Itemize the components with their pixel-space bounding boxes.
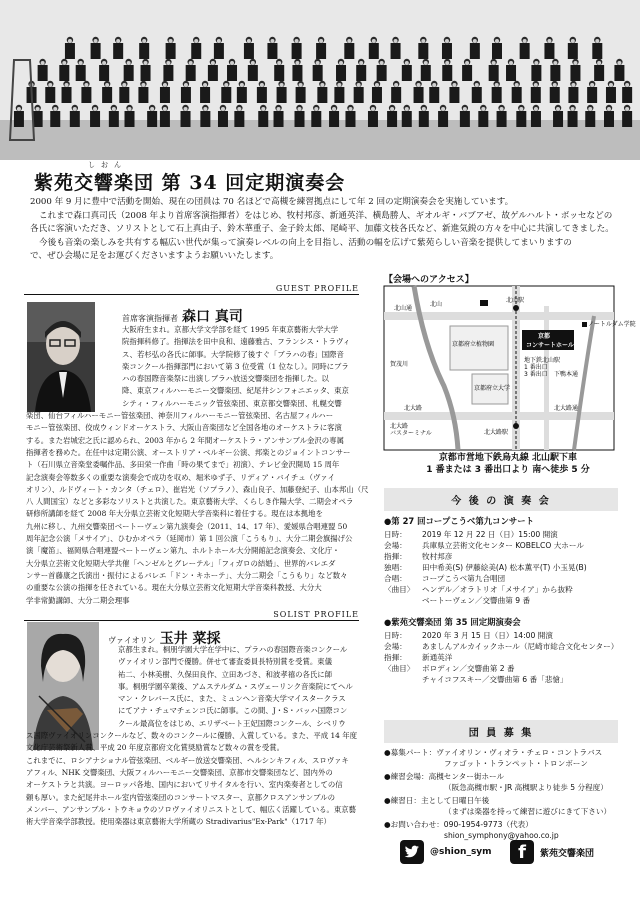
intro-text [30, 196, 620, 264]
intro-line: これまで森口真司氏（2008 年より首席客演指揮者）をはじめ、牧村邦彦、新通英洋、横島勝人、ギオルギ・バブアゼ、故ゲルハルト・ボッセなどの [39, 210, 613, 221]
directions-line: 1 番または 3 番出口より 南へ徒歩 5 分 [426, 465, 590, 475]
map-label-kitayama: 北山 [430, 301, 443, 308]
event-detail [384, 584, 618, 595]
bio-line: ト（石川県立音楽堂委嘱作品、多田栄一作曲「時の果てまで」初演）、テレビ金沢開局 15 周年 [26, 460, 340, 470]
bio-line: 研修所講師を経て 2008 年大分県立芸術文化短期大学音楽科に着任する。現在は本拠地を [26, 509, 323, 519]
orchestra-photo [0, 0, 640, 160]
bio-line: する。また岩城宏之氏に認められ、2003 年から 2 年間オーケストラ・アンサンブル金沢の専属 [26, 435, 344, 445]
map-label-kamo-river: 賀茂川 [390, 361, 409, 368]
title-ruby: しおん [88, 161, 127, 169]
bio-line: ス国際ヴァイオリンコンクールなど、数々のコンクールに優勝、入賞している。また、平成 14 年度 [26, 731, 358, 741]
bio-line: にてアナ・チュマチェンコ氏に師事。この間、J・S・バッハ国際コン [118, 706, 348, 716]
event-detail-key: 〈曲目〉 [384, 585, 415, 594]
event-detail-key: 会場： [384, 642, 407, 651]
bio-line: 演「魔笛」、福岡県合唱連盟ベートーヴェン第九、ホルトホール大分開館記念演奏会、文化庁・ [26, 546, 340, 556]
event-list [384, 515, 618, 685]
event-detail-value: チャイコフスキー／交響曲第 6 番「悲愴」 [422, 675, 568, 684]
event-detail [384, 641, 618, 652]
bio-line: メンバー、アンサンブル・トウキョウのソロヴァイオリニストとして、幅広く活躍している。東京藝 [26, 804, 357, 814]
bio-line: 祐二、小林美樹、久保田良作、立田あづさ、和波孝禧の各氏に師 [118, 669, 333, 679]
map-label-kitaoji-station: 北大路駅 [484, 429, 509, 436]
guest-role-label: 首席客演指揮者 [122, 314, 178, 323]
bio-line: の重要な公演の指揮を任されている。現在大分県立芸術文化短期大学音楽科教授、大分大 [26, 583, 322, 593]
guest-role [122, 306, 243, 326]
event-detail [384, 562, 618, 573]
guest-profile-heading: GUEST PROFILE [24, 284, 359, 295]
soloist-bio [26, 644, 358, 828]
intro-line: 今後も音楽の楽しみを共有する幅広い世代が集って演奏レベルの向上を目指し、活動の幅を広げて紫苑らしい音楽を提供してまいりますの [39, 237, 572, 248]
event-detail [384, 529, 618, 540]
recruit-line: ●練習日：主として日曜日午後 [384, 796, 490, 805]
bio-line: 楽コンクール指揮部門において第 3 位受賞（1 位なし）。同時にブラ [122, 361, 349, 371]
bio-line: オリン）、ルドヴィート・カンタ（チェロ）、崔岩光（ソプラノ）、森山良子、加藤登紀子、山本邦山（尺 [26, 484, 369, 494]
bio-line: アフィル、NHK 交響楽団、大阪フィルハーモニー交響楽団、京都市交響楽団など、国内外の [26, 767, 333, 777]
concert-title: 紫苑交響楽団 第 34 回定期演奏会 [34, 172, 346, 194]
bio-line: 術大学音楽学部教授。使用楽器は東京藝術大学所蔵の Stradivarius"Ex-Park"（1717 年） [26, 817, 331, 827]
twitter-link[interactable] [400, 838, 492, 866]
map-label-kitayama-dori: 北山通 [394, 305, 413, 312]
soloist-profile [24, 610, 359, 827]
event-detail [384, 595, 618, 606]
event-detail-value: あましんアルカイックホール（尼崎市総合文化センター） [422, 642, 619, 651]
twitter-icon [400, 840, 424, 864]
bio-line: 九州に移し、九州交響楽団ベートーヴェン第九演奏会（2011、14、17 年）、愛媛県合唱連盟 50 [26, 521, 348, 531]
recruit-line: ●お問い合わせ：090-1954-9773（代表） [384, 820, 533, 829]
event-title: ●紫苑交響楽団 第 35 回定期演奏会 [384, 617, 521, 627]
recruit-heading: 団 員 募 集 [384, 720, 618, 743]
facebook-name: 紫苑交響楽団 [540, 848, 595, 859]
bio-line: ハの春国際音楽祭に出演しブラハ放送交響楽団を指揮した。以 [122, 374, 329, 384]
bio-line: 降、東京フィルハーモニー交響楽団、紀尾井シンフォニエッタ、東京 [122, 386, 349, 396]
guest-bio [26, 324, 369, 607]
event-detail [384, 573, 618, 584]
event-detail-value: コープこうべ第九合唱団 [422, 574, 506, 583]
upcoming-concerts [384, 488, 618, 685]
bio-line: 八 人間国宝）などと多彩なソリストと共演した。東京藝術大学、くらしき作陽大学、二期会オペラ [26, 497, 354, 507]
guest-name: 森口 真司 [182, 309, 243, 325]
bio-line: マン・クレバース氏に、また、ミュンヘン音楽大学マイスタークラス [118, 694, 346, 704]
access-map [384, 286, 636, 450]
map-label-kitaoji-dori: 北大路通 [554, 405, 579, 412]
bio-line: 記念演奏会等数多くの重要な演奏会で成功を収め、堀米ゆず子、リディア・バイチュ（ヴァイ [26, 472, 336, 482]
map-label-bus-terminal: 北大路バスターミナル [390, 423, 432, 437]
event-detail-key: 〈曲目〉 [384, 664, 415, 673]
bio-line: ヴァイオリン部門で優勝。併せて審査委員長特別賞を受賞。東儀 [118, 657, 333, 667]
event-detail-value: 2019 年 12 月 22 日（日）15:00 開演 [422, 530, 558, 539]
event-detail [384, 674, 618, 685]
bio-line: ス、若杉弘の各氏に師事。大学院修了後すぐ「ブラハの春」国際音 [122, 349, 344, 359]
access-directions [398, 452, 618, 476]
event-detail-value: ボロディン／交響曲第 2 番 [422, 664, 515, 673]
map-label-botanical: 京都府立植物園 [452, 341, 495, 348]
conductor-photo [27, 302, 95, 412]
map-label-notre: ノートルダム学院 [588, 321, 636, 328]
intro-line: 各氏に客演いただき、ソリストとして石上真由子、鈴木華重子、金子鈴太郎、尾崎平、加藤文枝各氏など、新進気鋭の方々を中心に共演してきました。 [30, 224, 614, 235]
map-label-kitayama-station: 北山駅 [506, 297, 525, 304]
event-detail-key: 日時： [384, 631, 407, 640]
member-recruitment [384, 720, 618, 841]
event-detail [384, 652, 618, 663]
bottom-margin [0, 868, 640, 908]
recruit-line: ●募集パート：ヴァイオリン・ヴィオラ・チェロ・コントラバス [384, 748, 603, 757]
event-detail [384, 540, 618, 551]
intro-line: 2000 年 9 月に豊中で活動を開始、現在の団員は 70 名ほどで高槻を練習拠点にして年 2 回の定期演奏会を実施しています。 [30, 197, 514, 207]
event-detail [384, 630, 618, 641]
bio-line: 事。桐朋学園卒業後、アムステルダム・スヴェーリンク音楽院にてヘル [118, 681, 353, 691]
bio-line: 学非常勤講師、大分二期会理事 [26, 595, 130, 605]
bio-line: モニー管弦楽団、佼成ウィンドオーケストラ、大阪山音楽団など全国各地のオーケストラに客演 [26, 423, 342, 433]
bio-line: 大阪府生まれ。京都大学文学部を経て 1995 年東京藝術大学大学 [122, 325, 339, 334]
bio-line: 大分県立芸術文化短期大学共催「ヘンゼルとグレーテル」「フィガロの結婚」、世界的バレエダ [26, 558, 336, 568]
event-detail-value: 2020 年 3 月 15 日（日）14:00 開演 [422, 631, 553, 640]
event-detail [384, 663, 618, 674]
bio-line: オーケストラと共演。ヨーロッパ各地、国内においてリサイタルを行い、室内楽奏者としての信 [26, 780, 343, 790]
event-title: ●第 27 回コープこうべ第九コンサート [384, 516, 534, 526]
soloist-name: 玉井 菜採 [159, 631, 221, 647]
bio-line: 京都生まれ。桐朋学園大学在学中に、プラハの春国際音楽コンクール [118, 645, 348, 654]
event-detail-key: 会場： [384, 541, 407, 550]
map-label-univ: 京都府立大学 [474, 385, 511, 392]
recruit-line: ファゴット・トランペット・トロンボーン [444, 759, 588, 768]
recruit-email[interactable]: shion_symphony@yahoo.co.jp [444, 831, 559, 840]
event-detail-value: 田中希美(S) 伊藤絵美(A) 松本薫平(T) 小玉晃(B) [422, 563, 587, 572]
access-heading: 【会場へのアクセス】 [384, 275, 474, 285]
map-label-shimogamo: 下鴨本通 [554, 371, 579, 378]
event-detail-value: 兵庫県立芸術文化センター KOBELCO 大ホール [422, 541, 584, 550]
event-detail-key: 指揮： [384, 552, 407, 561]
twitter-handle: @shion_sym [430, 847, 492, 857]
bio-line: クール最高位をはじめ、エリザベート王妃国際コンクール、シベリウ [118, 718, 346, 728]
soloist-role-label: ヴァイオリン [108, 636, 156, 645]
map-label-hall-1: 京都 [538, 333, 551, 340]
bio-line: 院指揮科修了。指揮法を田中良和、遠藤雅古、フランシス・トラヴィ [122, 337, 351, 347]
event-detail-key: 合唱： [384, 574, 407, 583]
event-detail-key: 日時： [384, 530, 407, 539]
event-detail-value: 新通英洋 [422, 653, 453, 662]
event-detail-value: 牧村邦彦 [422, 552, 453, 561]
bio-line: 楽団、仙台フィルハーモニー管弦楽団、神奈川フィルハーモニー管弦楽団、名古屋フィルハー [26, 411, 334, 421]
bio-line: ンサー首藤康之氏演出・振付によるバレエ「ドン・キホーテ」、大分二期会「こうもり」など数々 [26, 570, 348, 580]
recruit-line: （阪急高槻市駅・JR 高槻駅より徒歩 5 分程度） [444, 783, 608, 792]
event-detail-value: ヘンデル／オラトリオ「メサイア」から抜粋 [422, 585, 573, 594]
bio-line: シティ・フィルハーモニック管弦楽団、東京都交響楽団、札幌交響 [122, 398, 342, 408]
map-label-subway-exit: 地下鉄北山駅 1 番出口 3 番出口 [524, 357, 561, 378]
directions-line: 京都市営地下鉄烏丸線 北山駅下車 [438, 453, 578, 463]
facebook-icon: f [510, 840, 534, 864]
bio-line: 周年記念公演「メサイア」、ひむかオペラ（延岡市）第 1 回公演「こうもり」、大分二期会旗揚げ公 [26, 534, 353, 544]
facebook-link[interactable] [510, 838, 594, 866]
bio-line: 文化庁芸術祭新人賞、平成 20 年度京都府文化賞奨励賞など数々の賞を受賞。 [26, 743, 284, 753]
event-detail-key: 独唱： [384, 563, 407, 572]
bio-line: これまでに、ロシアナショナル管弦楽団、ベルギー放送交響楽団、ヘルシンキフィル、スロヴァキ [26, 755, 349, 765]
recruit-line: （まずは楽器を持って練習に遊びにきて下さい） [444, 807, 612, 816]
recruit-line: ●練習会場：高槻センター街ホール [384, 772, 505, 781]
bio-line: 指揮者を務めた。在任中は定期公演、オーストリア・ベルギー公演、邦楽とのジョイントコンサー [26, 447, 351, 457]
map-label-hall-2: コンサートホール [526, 342, 574, 349]
event-detail-value: ベートーヴェン／交響曲第 9 番 [422, 596, 531, 605]
soloist-profile-heading: SOLIST PROFILE [24, 610, 359, 621]
map-label-kitaoji: 北大路 [404, 405, 423, 412]
upcoming-heading: 今 後 の 演 奏 会 [384, 488, 618, 511]
guest-profile [24, 284, 369, 605]
bio-line: 頼も厚い。また紀尾井ホール室内管弦楽団のコンサートマスター、京都クロスアンサンブルの [26, 792, 336, 802]
event-detail [384, 551, 618, 562]
event-detail-key: 指揮： [384, 653, 407, 662]
intro-line: で、ぜひ会場に足をお運びくださいますようお願いいたします。 [30, 251, 279, 262]
